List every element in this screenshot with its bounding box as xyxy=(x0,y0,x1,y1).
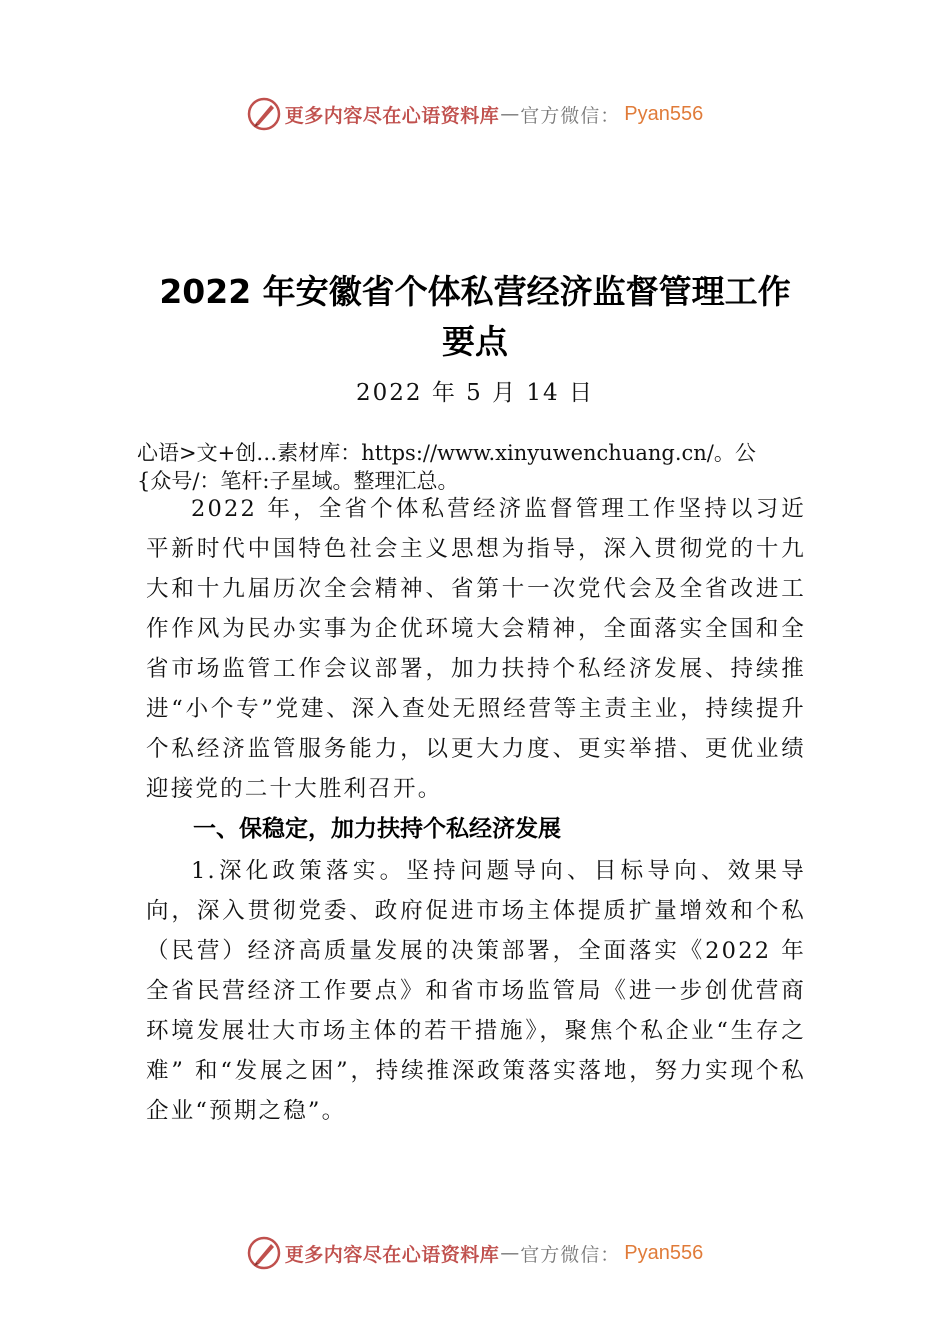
banner-wechat-label: 官方微信： xyxy=(520,1243,621,1266)
source-note-line-1: 心语>文+创…素材库：https://www.xinyuwenchuang.cn/。公 xyxy=(137,441,756,465)
footer-banner xyxy=(0,1233,950,1273)
banner-wechat-id: Pyan556 xyxy=(624,102,704,125)
banner-wechat-label: 官方微信： xyxy=(520,104,621,127)
header-banner xyxy=(0,94,950,134)
intro-paragraph: 2022 年，全省个体私营经济监督管理工作坚持以习近平新时代中国特色社会主义思想为指导，深入贯彻党的十九大和十九届历次全会精神、省第十一次党代会及全省改进工作作风为民办实事为企优环境大会精神，全面落实全国和全省市场监管工作会议部署，加力扶持个私经济发展、持续推进“小个专”党建、深入查处无照经营等主责主业，持续提升个私经济监管服务能力，以更大力度、更实举措、更优业绩迎接党的二十大胜利召开。 xyxy=(146,496,806,802)
source-note-line-2: {众号/：笔杆:子星域。整理汇总。 xyxy=(137,469,459,493)
quill-pen-logo-icon xyxy=(247,97,281,131)
banner-text: 更多内容尽在心语资料库 xyxy=(284,1243,500,1266)
banner-text: 更多内容尽在心语资料库 xyxy=(284,104,500,127)
document-title-line-2: 要点 xyxy=(442,322,508,361)
item-paragraph: 1.深化政策落实。坚持问题导向、目标导向、效果导向，深入贯彻党委、政府促进市场主体提质扩量增效和个私（民营）经济高质量发展的决策部署，全面落实《2022 年全省民营经济工作要点》和省市场监管局《进一步创优营商环境发展壮大市场主体的若干措施》，聚焦个私企业“生存之难” 和“发展之困”，持续推深政策落实落地，努力实现个私企业“预期之稳”。 xyxy=(146,858,806,1124)
banner-dash: — xyxy=(500,103,520,125)
document-title-line-1: 2022 年安徽省个体私营经济监督管理工作 xyxy=(159,272,791,311)
quill-pen-logo-icon xyxy=(247,1236,281,1270)
banner-wechat-id: Pyan556 xyxy=(624,1241,704,1264)
document-date: 2022 年 5 月 14 日 xyxy=(356,380,594,406)
banner-dash: — xyxy=(500,1242,520,1264)
section-heading: 一、保稳定，加力扶持个私经济发展 xyxy=(193,816,561,842)
